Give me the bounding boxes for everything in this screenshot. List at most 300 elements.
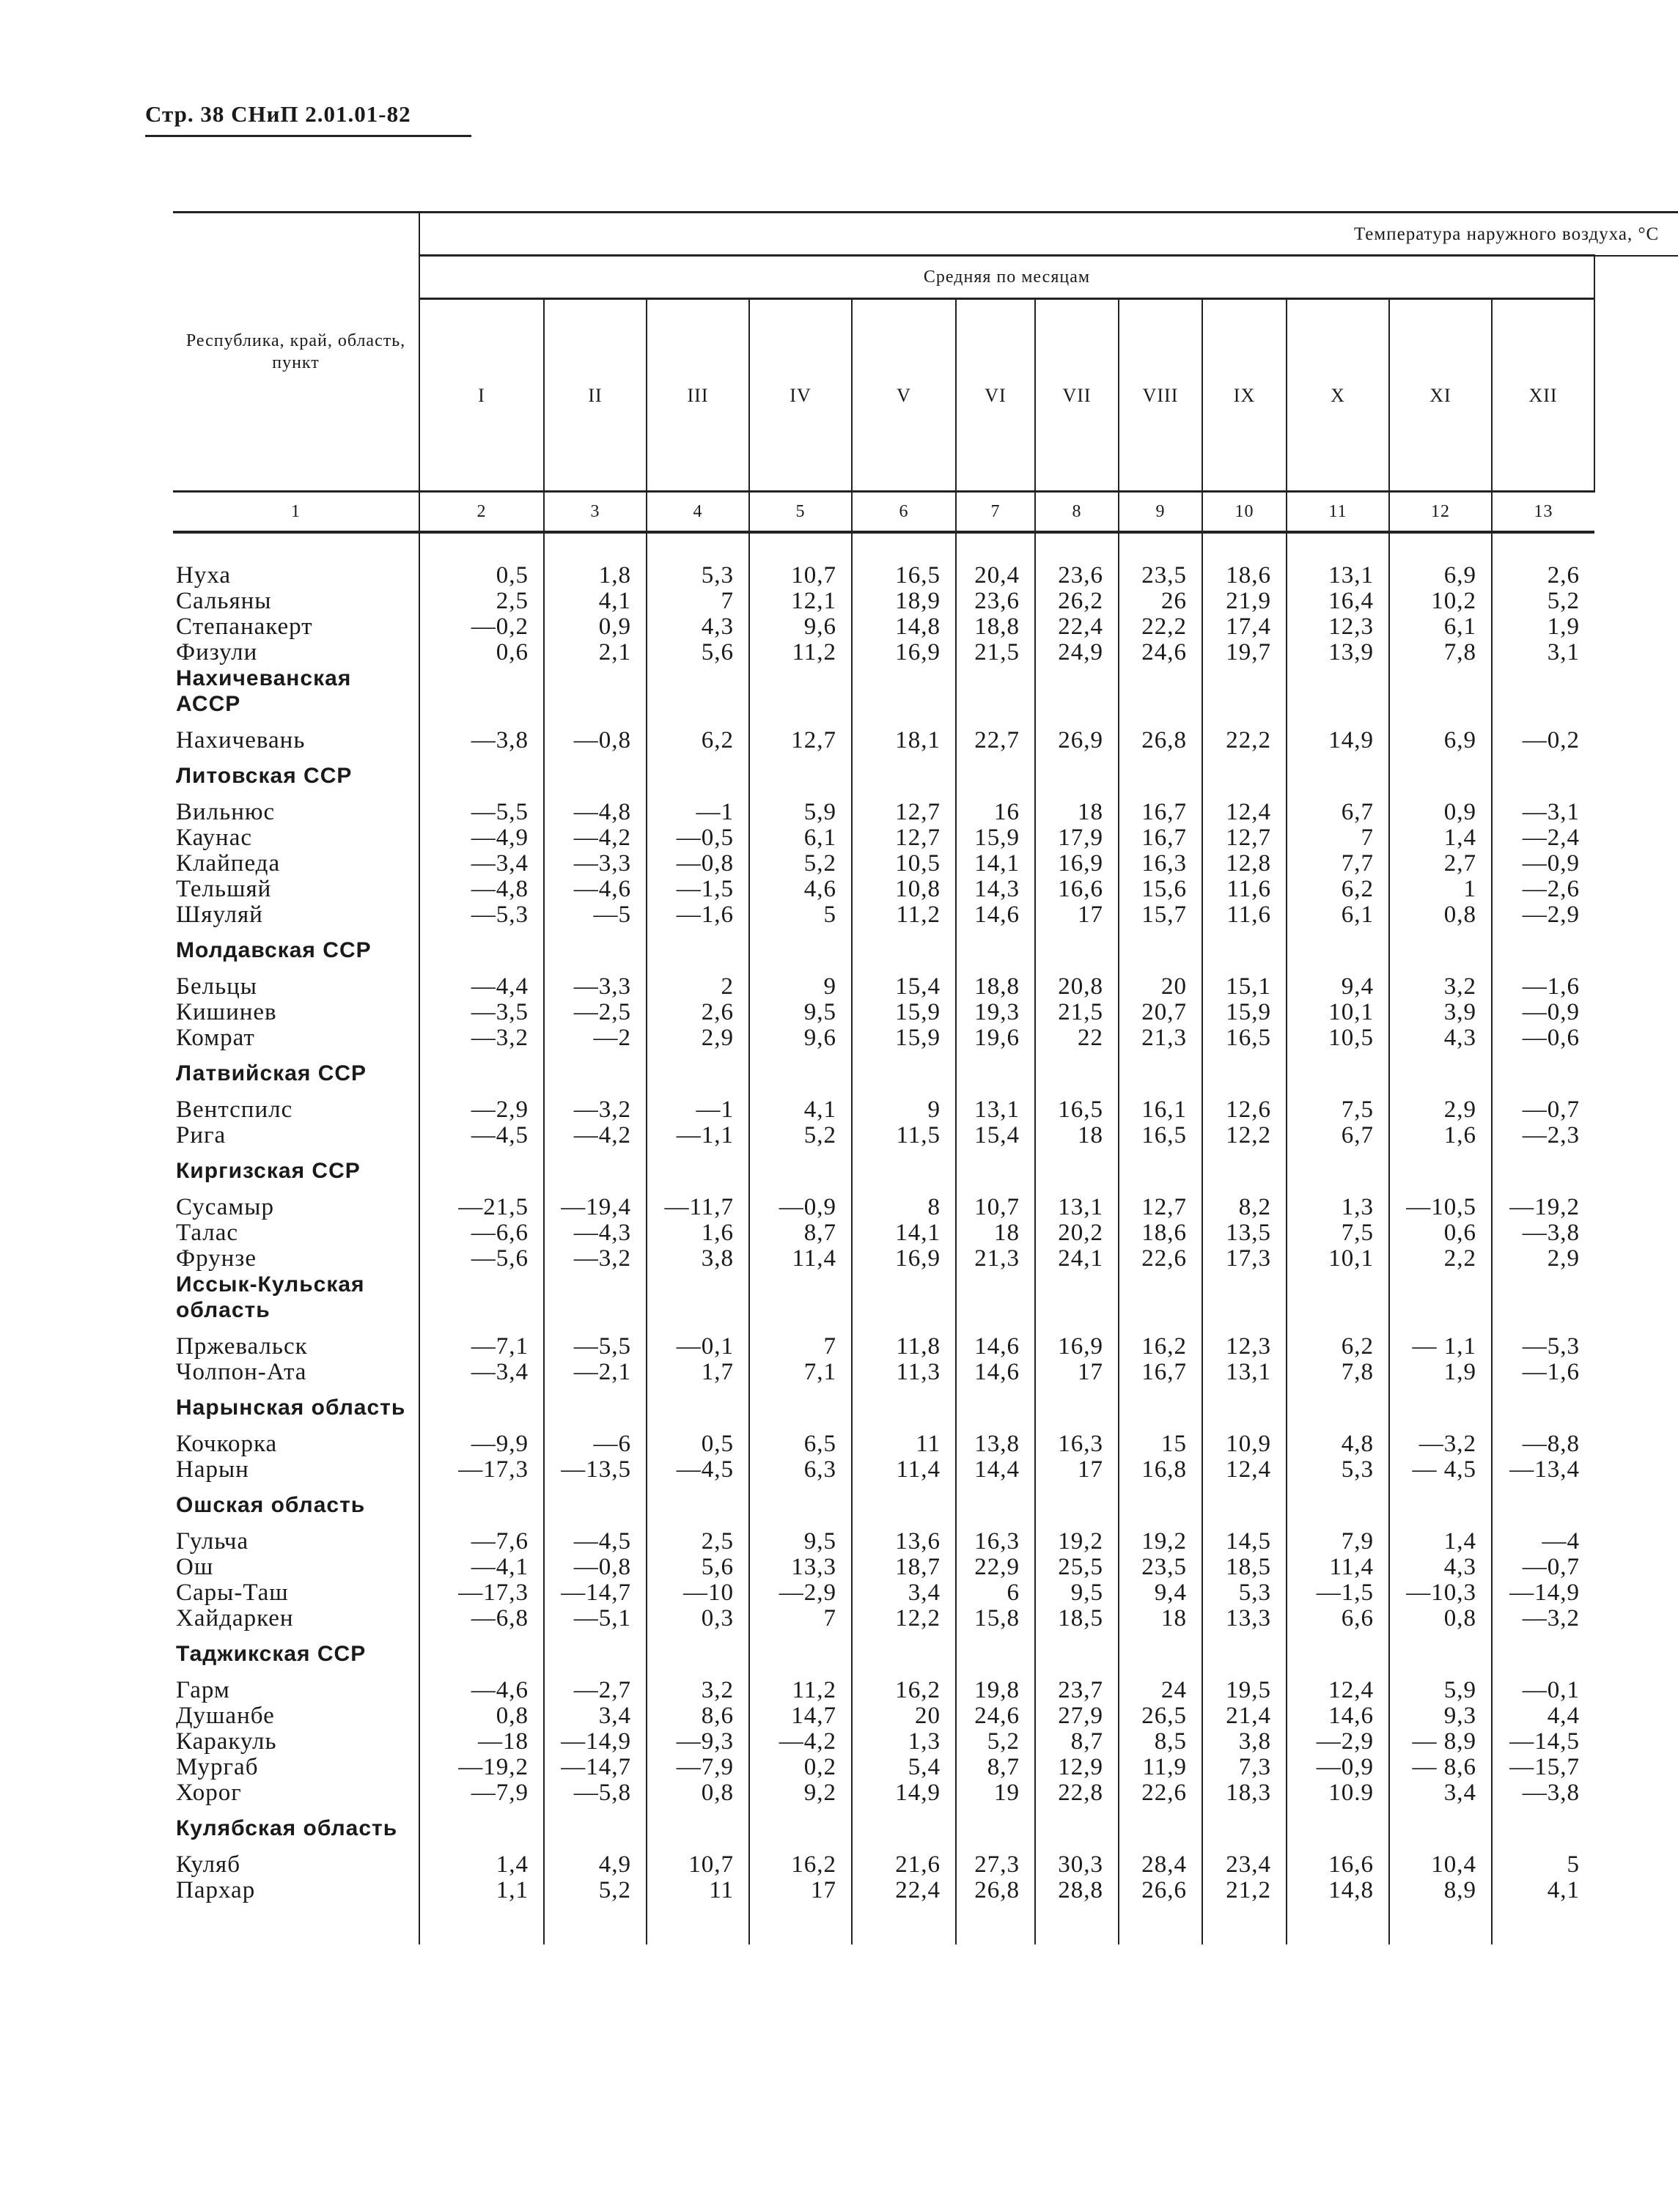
temperature-cell: —4,8 [544,789,647,825]
temperature-cell: 16,6 [1035,877,1119,902]
location-name: Мургаб [176,1754,259,1780]
temperature-cell: —0,8 [647,851,749,877]
temperature-cell: 17,3 [1202,1246,1287,1272]
monthly-average-header: Средняя по месяцам [419,256,1594,299]
temperature-cell: 12,3 [1287,614,1389,640]
temperature-cell: 16,6 [1287,1841,1389,1878]
temperature-cell: 1,4 [1389,1518,1492,1555]
location-name: Кишинев [176,999,277,1025]
temperature-cell: 27,9 [1035,1703,1119,1729]
temperature-cell: —13,4 [1492,1457,1594,1483]
temperature-cell: 28,4 [1119,1841,1202,1878]
location-name: Талас [176,1220,239,1246]
location-name: Фрунзе [176,1245,257,1272]
temperature-cell: —0,2 [1492,717,1594,753]
table-row [173,1000,1678,1025]
temperature-cell: 21,4 [1202,1703,1287,1729]
temperature-cell: —13,5 [544,1457,647,1483]
end-spacer-row [173,1903,1678,1944]
temperature-cell: —5,5 [544,1323,647,1360]
temperature-cell: —2,1 [544,1360,647,1385]
region-heading-row [173,928,1678,963]
temperature-cell: 9,6 [749,614,852,640]
temperature-cell: 17 [1035,1457,1119,1483]
temperature-cell: —4,1 [419,1555,544,1580]
temperature-cell: 4,6 [749,877,852,902]
temperature-cell: —4,2 [544,1123,647,1149]
temperature-cell: 13,1 [956,1086,1035,1123]
temperature-cell: —0,1 [1492,1667,1594,1703]
temperature-cell: —3,2 [1389,1420,1492,1457]
temperature-cell: —14,7 [544,1755,647,1780]
temperature-cell: 10,9 [1202,1420,1287,1457]
region-heading-row [173,753,1678,789]
temperature-cell: 13,8 [956,1420,1035,1457]
temperature-cell: 10,8 [852,877,956,902]
temperature-cell: —1 [647,1086,749,1123]
temperature-cell: 18,6 [1119,1220,1202,1246]
temperature-cell: —4,9 [419,825,544,851]
column-number: 10 [1202,492,1287,533]
temperature-cell: 14,5 [1202,1518,1287,1555]
temperature-cell: 16,9 [1035,851,1119,877]
temperature-cell: —1,6 [1492,1360,1594,1385]
temperature-cell: 15,9 [956,825,1035,851]
region-heading: Таджикская ССР [176,1642,367,1666]
temperature-cell: 16,5 [852,563,956,589]
temperature-cell: —19,2 [419,1755,544,1780]
table-row [173,1184,1678,1220]
table-row [173,1420,1678,1457]
temperature-cell: 12,4 [1287,1667,1389,1703]
column-number: 6 [852,492,956,533]
temperature-cell: 21,2 [1202,1878,1287,1903]
temperature-cell: 23,7 [1035,1667,1119,1703]
temperature-cell: 11,2 [852,902,956,928]
temperature-cell: 16,3 [1035,1420,1119,1457]
temperature-cell: 1,4 [1389,825,1492,851]
temperature-cell: —5,1 [544,1606,647,1632]
temperature-cell: 10,5 [1287,1025,1389,1051]
temperature-cell: —3,8 [1492,1220,1594,1246]
temperature-cell: 6,3 [749,1457,852,1483]
temperature-cell: 11,5 [852,1123,956,1149]
temperature-cell: 10,7 [956,1184,1035,1220]
location-name: Комрат [176,1025,255,1051]
temperature-cell: 2,9 [1389,1086,1492,1123]
table-row [173,1667,1678,1703]
location-name: Душанбе [176,1703,275,1729]
temperature-cell: 15,1 [1202,963,1287,1000]
location-header: Республика, край, область, пункт [173,213,419,492]
table-row [173,1457,1678,1483]
temperature-cell: 7,8 [1389,640,1492,666]
temperature-cell: 2,6 [647,1000,749,1025]
table-row [173,1025,1678,1051]
temperature-cell: 14,6 [956,1323,1035,1360]
temperature-cell: 14,4 [956,1457,1035,1483]
location-name: Клайпеда [176,850,281,877]
column-number: 9 [1119,492,1202,533]
temperature-cell: 21,5 [956,640,1035,666]
temperature-cell: 11,4 [1287,1555,1389,1580]
temperature-cell: 16,8 [1119,1457,1202,1483]
temperature-cell: 12,8 [1202,851,1287,877]
temperature-cell: —1,6 [647,902,749,928]
temperature-cell: —0,9 [1287,1755,1389,1780]
temperature-cell: 7,9 [1287,1518,1389,1555]
temperature-cell: —15,7 [1492,1755,1594,1780]
temperature-cell: 12,7 [852,825,956,851]
temperature-cell: 13,9 [1287,640,1389,666]
month-header: VIII [1119,299,1202,492]
region-heading: Ошская область [176,1493,366,1517]
temperature-cell: 22,4 [1035,614,1119,640]
temperature-cell: —0,7 [1492,1086,1594,1123]
temperature-cell: 2,7 [1389,851,1492,877]
temperature-cell: 16,3 [1119,851,1202,877]
temperature-cell: 11,2 [749,640,852,666]
temperature-cell: 8,7 [1035,1729,1119,1755]
temperature-cell: 23,6 [956,589,1035,614]
temperature-cell: 18,8 [956,963,1035,1000]
temperature-cell: 16,7 [1119,825,1202,851]
location-name: Физули [176,639,258,666]
temperature-cell: 16,9 [1035,1323,1119,1360]
temperature-cell: —1 [647,789,749,825]
temperature-cell: 15,8 [956,1606,1035,1632]
temperature-cell: 9 [749,963,852,1000]
temperature-cell: 6,9 [1389,563,1492,589]
month-header: VII [1035,299,1119,492]
temperature-cell: 12,4 [1202,789,1287,825]
temperature-cell: 2,9 [647,1025,749,1051]
temperature-cell: —5,3 [419,902,544,928]
temperature-cell: 0,5 [647,1420,749,1457]
temperature-cell: 4,8 [1287,1420,1389,1457]
climate-table [173,211,1678,1944]
temperature-cell: —4,5 [544,1518,647,1555]
location-name: Куляб [176,1851,241,1878]
temperature-cell: 18 [956,1220,1035,1246]
temperature-cell: 5,4 [852,1755,956,1780]
temperature-cell: 7 [749,1323,852,1360]
temperature-cell: 1,3 [1287,1184,1389,1220]
temperature-cell: 16,7 [1119,789,1202,825]
temperature-cell: 8,7 [956,1755,1035,1780]
location-name: Вильнюс [176,799,276,825]
temperature-cell: 22 [1035,1025,1119,1051]
location-name: Рига [176,1122,227,1149]
region-heading: Иссык-Кульская область [176,1272,365,1322]
header-extra-column [1594,256,1678,492]
temperature-cell: —0,8 [544,1555,647,1580]
temperature-cell: —3,2 [544,1246,647,1272]
temperature-cell: 24,6 [956,1703,1035,1729]
temperature-cell: 11,6 [1202,902,1287,928]
header-rule [145,135,471,137]
temperature-cell: 2,2 [1389,1246,1492,1272]
temperature-cell: 5 [1492,1841,1594,1878]
location-name: Пархар [176,1877,256,1903]
temperature-cell: 6,9 [1389,717,1492,753]
temperature-cell: 12,2 [852,1606,956,1632]
temperature-cell: 14,6 [956,902,1035,928]
location-name: Пржевальск [176,1333,308,1360]
temperature-cell: 18,9 [852,589,956,614]
temperature-cell: 22,6 [1119,1780,1202,1806]
temperature-cell: 12,7 [749,717,852,753]
temperature-cell: 18,8 [956,614,1035,640]
month-header: IV [749,299,852,492]
location-name: Гарм [176,1677,230,1703]
temperature-cell: 1,1 [419,1878,544,1903]
region-heading: Нарынская область [176,1396,406,1420]
location-name: Каунас [176,825,253,851]
month-header: IX [1202,299,1287,492]
column-number: 3 [544,492,647,533]
temperature-cell: 13,5 [1202,1220,1287,1246]
temperature-cell: 2,1 [544,640,647,666]
region-heading-row [173,1149,1678,1184]
temperature-cell: 3,2 [647,1667,749,1703]
temperature-cell: 22,6 [1119,1246,1202,1272]
temperature-cell: —0,6 [1492,1025,1594,1051]
temperature-cell: 17 [1035,902,1119,928]
temperature-cell: 21,5 [1035,1000,1119,1025]
temperature-cell: 3,4 [1389,1780,1492,1806]
temperature-cell: —1,1 [647,1123,749,1149]
temperature-cell: 18,7 [852,1555,956,1580]
temperature-cell: 15,9 [1202,1000,1287,1025]
location-name: Степанакерт [176,613,313,640]
region-heading-row [173,1051,1678,1086]
temperature-cell: —17,3 [419,1580,544,1606]
temperature-cell: 8,7 [749,1220,852,1246]
region-heading: Нахичеванская АССР [176,666,352,716]
temperature-cell: 4,4 [1492,1703,1594,1729]
month-header: II [544,299,647,492]
table-row [173,1360,1678,1385]
temperature-cell: 19,6 [956,1025,1035,1051]
temperature-cell: 23,5 [1119,1555,1202,1580]
temperature-cell: 26,8 [956,1878,1035,1903]
temperature-cell: 13,1 [1035,1184,1119,1220]
temperature-cell: —3,4 [419,1360,544,1385]
temperature-cell: 8,5 [1119,1729,1202,1755]
temperature-cell: 8,6 [647,1703,749,1729]
temperature-cell: 10,5 [852,851,956,877]
table-row [173,1841,1678,1878]
temperature-cell: 16,2 [852,1667,956,1703]
temperature-cell: 14,1 [956,851,1035,877]
temperature-cell: 0,8 [1389,1606,1492,1632]
temperature-cell: —10,5 [1389,1184,1492,1220]
temperature-cell: 14,8 [852,614,956,640]
region-heading-row [173,1385,1678,1420]
temperature-cell: 13,1 [1287,563,1389,589]
table-row [173,614,1678,640]
temperature-cell: 1,6 [1389,1123,1492,1149]
temperature-cell: 5,6 [647,1555,749,1580]
temperature-cell: 18,3 [1202,1780,1287,1806]
temperature-cell: 26,5 [1119,1703,1202,1729]
temperature-cell: 20 [1119,963,1202,1000]
temperature-cell: 11,6 [1202,877,1287,902]
temperature-cell: 2,6 [1492,563,1594,589]
temperature-cell: 7,5 [1287,1086,1389,1123]
temperature-cell: 23,6 [1035,563,1119,589]
temperature-cell: 8 [852,1184,956,1220]
temperature-cell: — 8,9 [1389,1729,1492,1755]
temperature-cell: 1 [1389,877,1492,902]
temperature-cell: 9,6 [749,1025,852,1051]
temperature-cell: —4,3 [544,1220,647,1246]
temperature-cell: —4,5 [647,1457,749,1483]
temperature-cell: 10,7 [647,1841,749,1878]
temperature-cell: 7,8 [1287,1360,1389,1385]
month-header: XII [1492,299,1594,492]
temperature-cell: 12,9 [1035,1755,1119,1780]
temperature-cell: 19,8 [956,1667,1035,1703]
temperature-cell: 7 [749,1606,852,1632]
temperature-cell: 7,3 [1202,1755,1287,1780]
temperature-cell: 6,5 [749,1420,852,1457]
temperature-cell: —5,6 [419,1246,544,1272]
temperature-cell: 16,9 [852,1246,956,1272]
location-name: Бельцы [176,973,257,1000]
temperature-cell: —3,5 [419,1000,544,1025]
temperature-cell: —3,3 [544,851,647,877]
temperature-cell: —0,7 [1492,1555,1594,1580]
temperature-cell: 13,3 [1202,1606,1287,1632]
temperature-cell: 22,2 [1119,614,1202,640]
temperature-cell: —17,3 [419,1457,544,1483]
table-row [173,1878,1678,1903]
temperature-cell: 19,3 [956,1000,1035,1025]
table-row [173,789,1678,825]
temperature-cell: 1,3 [852,1729,956,1755]
temperature-cell: 11,8 [852,1323,956,1360]
temperature-cell: 3,4 [544,1703,647,1729]
temperature-cell: 11 [852,1420,956,1457]
temperature-cell: 16,3 [956,1518,1035,1555]
page-header: Стр. 38 СНиП 2.01.01-82 [145,101,411,127]
temperature-cell: 19,2 [1119,1518,1202,1555]
temperature-cell: 9,2 [749,1780,852,1806]
temperature-cell: 16,2 [749,1841,852,1878]
temperature-cell: 5,6 [647,640,749,666]
temperature-cell: —0,1 [647,1323,749,1360]
temperature-cell: 19,2 [1035,1518,1119,1555]
temperature-cell: 5,3 [1202,1580,1287,1606]
table-row [173,851,1678,877]
temperature-cell: 21,6 [852,1841,956,1878]
temperature-cell: 11,3 [852,1360,956,1385]
temperature-cell: 6 [956,1580,1035,1606]
temperature-cell: —9,3 [647,1729,749,1755]
temperature-cell: 6,7 [1287,1123,1389,1149]
temperature-cell: 17 [749,1878,852,1903]
temperature-cell: — 4,5 [1389,1457,1492,1483]
temperature-cell: 12,7 [1119,1184,1202,1220]
temperature-cell: 10.9 [1287,1780,1389,1806]
location-name: Нахичевань [176,727,306,753]
temperature-cell: 16,2 [1119,1323,1202,1360]
temperature-cell: 1,9 [1492,614,1594,640]
temperature-cell: —6,8 [419,1606,544,1632]
temperature-cell: 12,6 [1202,1086,1287,1123]
temperature-cell: 4,1 [544,589,647,614]
temperature-cell: —8,8 [1492,1420,1594,1457]
temperature-cell: 0,3 [647,1606,749,1632]
temperature-cell: 23,5 [1119,563,1202,589]
temperature-cell: 6,2 [1287,1323,1389,1360]
temperature-cell: 3,9 [1389,1000,1492,1025]
temperature-cell: 24,6 [1119,640,1202,666]
temperature-cell: 5,2 [1492,589,1594,614]
temperature-cell: —2,7 [544,1667,647,1703]
temperature-cell: 19 [956,1780,1035,1806]
temperature-cell: 9,5 [749,1000,852,1025]
column-number: 13 [1492,492,1594,533]
table-row [173,1518,1678,1555]
temperature-cell: 14,1 [852,1220,956,1246]
temperature-cell: 26 [1119,589,1202,614]
temperature-cell: — 8,6 [1389,1755,1492,1780]
table-row [173,877,1678,902]
header-row-column-numbers [173,492,1678,533]
temperature-cell: 6,7 [1287,789,1389,825]
temperature-cell: 2,5 [647,1518,749,1555]
temperature-cell: 24 [1119,1667,1202,1703]
temperature-cell: 9,3 [1389,1703,1492,1729]
temperature-cell: 6,1 [1287,902,1389,928]
temperature-cell: —2,9 [749,1580,852,1606]
temperature-cell: 12,1 [749,589,852,614]
temperature-cell: 30,3 [1035,1841,1119,1878]
temperature-cell: 10,1 [1287,1246,1389,1272]
location-name: Нуха [176,562,232,589]
temperature-cell: 18 [1119,1606,1202,1632]
temperature-cell: 11 [647,1878,749,1903]
temperature-cell: 18,1 [852,717,956,753]
temperature-cell: 3,2 [1389,963,1492,1000]
temperature-cell: 16,5 [1119,1123,1202,1149]
temperature-cell: 5,2 [956,1729,1035,1755]
table-row [173,902,1678,928]
region-heading-row [173,666,1678,717]
temperature-cell: —5 [544,902,647,928]
temperature-cell: 13,6 [852,1518,956,1555]
temperature-cell: —0,5 [647,825,749,851]
month-header: X [1287,299,1389,492]
temperature-cell: 2 [647,963,749,1000]
month-header: I [419,299,544,492]
temperature-cell: 0,6 [1389,1220,1492,1246]
table-row [173,1606,1678,1632]
region-heading: Кулябская область [176,1816,398,1840]
temperature-cell: 12,2 [1202,1123,1287,1149]
month-header: V [852,299,956,492]
temperature-cell: 9,5 [1035,1580,1119,1606]
temperature-cell: —10,3 [1389,1580,1492,1606]
temperature-cell: 7,7 [1287,851,1389,877]
temperature-cell: —4 [1492,1518,1594,1555]
temperature-cell: 1,9 [1389,1360,1492,1385]
temperature-cell: —1,6 [1492,963,1594,1000]
temperature-cell: —4,2 [544,825,647,851]
